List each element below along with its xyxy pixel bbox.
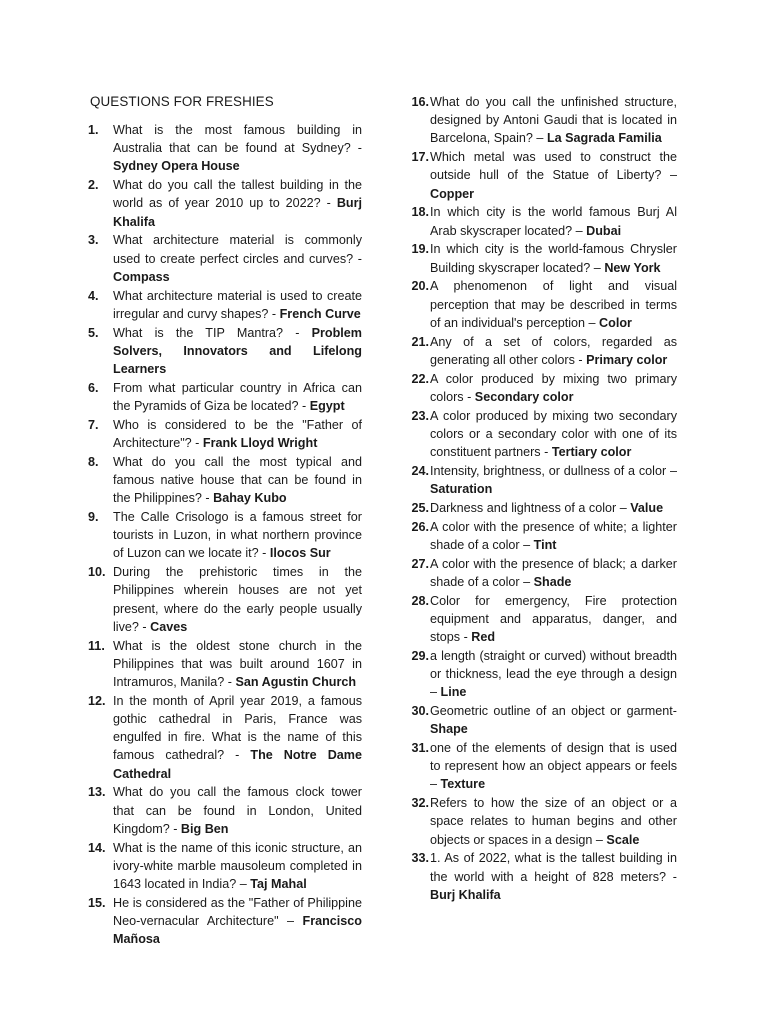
- question-body: [113, 692, 362, 783]
- question-body: [430, 370, 677, 406]
- question-item: [403, 592, 677, 647]
- question-text: one of the elements of design that is used to represent how an object appears or feels –: [430, 741, 677, 792]
- question-number: 12.: [88, 693, 106, 708]
- question-item: [86, 287, 362, 323]
- question-number: 19.: [411, 242, 429, 257]
- question-text: What do you call the most typical and famous native house that can be found in the Philippines? -: [113, 454, 362, 506]
- question-item: [86, 121, 362, 176]
- question-body: [430, 240, 677, 276]
- answer-text: Francisco Mañosa: [113, 914, 362, 947]
- question-item: [86, 637, 362, 692]
- question-body: [113, 637, 362, 692]
- question-item: [403, 407, 677, 462]
- question-item: [403, 203, 677, 239]
- answer-text: Caves: [150, 619, 188, 634]
- question-item: [86, 783, 362, 838]
- question-number: 30.: [411, 704, 429, 719]
- question-text: From what particular country in Africa can the Pyramids of Giza be located? -: [113, 380, 362, 414]
- answer-text: Line: [440, 685, 467, 700]
- answer-text: San Agustin Church: [235, 675, 357, 690]
- question-item: [86, 379, 362, 415]
- question-number: 20.: [411, 279, 429, 294]
- question-item: [403, 555, 677, 591]
- question-item: [86, 839, 362, 894]
- question-number: 22.: [411, 371, 429, 386]
- answer-text: Value: [630, 500, 664, 515]
- answer-text: La Sagrada Familia: [546, 131, 662, 146]
- question-item: [403, 333, 677, 369]
- question-list-left: [86, 121, 362, 948]
- answer-text: Shape: [430, 722, 468, 737]
- question-text: What is the TIP Mantra? -: [113, 325, 312, 340]
- answer-text: Taj Mahal: [250, 877, 307, 892]
- question-body: [430, 794, 677, 849]
- answer-text: Sydney Opera House: [113, 159, 240, 174]
- question-text: a length (straight or curved) without breadth or thickness, lead the eye through a design –: [430, 648, 677, 700]
- question-number: 13.: [88, 785, 106, 800]
- question-number: 11.: [88, 638, 105, 653]
- question-text: Refers to how the size of an object or a space relates to human begins and other objects or spaces in a design –: [430, 796, 677, 847]
- question-text: What do you call the famous clock tower that can be found in London, United Kingdom? -: [113, 785, 362, 836]
- question-body: [430, 203, 677, 239]
- question-text: A color produced by mixing two primary colors -: [430, 371, 677, 404]
- question-item: [86, 894, 362, 949]
- question-number: 3.: [88, 233, 99, 248]
- left-column: [86, 93, 362, 949]
- question-text: During the prehistoric times in the Philippines wherein houses are not yet present, where do the early people usually live? -: [113, 565, 362, 634]
- answer-text: Saturation: [430, 482, 493, 497]
- question-text: Any of a set of colors, regarded as generating all other colors -: [430, 334, 677, 367]
- question-body: [113, 894, 362, 949]
- question-item: [403, 702, 677, 738]
- question-body: [430, 277, 677, 332]
- question-body: [430, 407, 677, 462]
- question-body: [113, 783, 362, 838]
- question-item: [403, 148, 677, 203]
- question-number: 16.: [411, 95, 429, 109]
- question-text: What architecture material is used to create irregular and curvy shapes? -: [113, 288, 362, 321]
- question-item: [86, 176, 362, 231]
- question-body: [113, 416, 362, 452]
- question-number: 23.: [411, 408, 429, 423]
- answer-text: Primary color: [586, 352, 668, 367]
- question-body: [113, 231, 362, 286]
- question-body: [113, 324, 362, 379]
- page-title: QUESTIONS FOR FRESHIES: [90, 94, 274, 109]
- answer-text: Frank Lloyd Wright: [202, 436, 318, 451]
- question-text: What do you call the unfinished structure, designed by Antoni Gaudi that is located in Barcelona, Spain? –: [430, 95, 677, 146]
- question-number: 5.: [88, 325, 99, 340]
- question-number: 7.: [88, 417, 99, 432]
- question-text: A color produced by mixing two secondary colors or a secondary color with one of its constituent partners -: [430, 408, 677, 460]
- question-number: 1.: [88, 123, 99, 137]
- question-number: 8.: [88, 454, 99, 469]
- question-text: Who is considered to be the "Father of Architecture"? -: [113, 417, 362, 451]
- question-list-right: [403, 93, 677, 904]
- answer-text: Egypt: [309, 399, 345, 414]
- question-number: 21.: [411, 334, 429, 349]
- question-body: [430, 555, 677, 591]
- question-item: [86, 563, 362, 636]
- answer-text: Dubai: [586, 223, 622, 238]
- question-body: [113, 287, 362, 323]
- answer-text: Compass: [113, 269, 170, 284]
- answer-text: Problem Solvers, Innovators and Lifelong Learners: [113, 325, 362, 377]
- question-text: What is the oldest stone church in the Philippines that was built around 1607 in Intramuros, Manila? -: [113, 638, 362, 690]
- question-text: In which city is the world-famous Chrysler Building skyscraper located? –: [430, 242, 677, 275]
- answer-text: The Notre Dame Cathedral: [113, 748, 362, 781]
- question-number: 27.: [411, 556, 429, 571]
- question-number: 24.: [411, 463, 429, 478]
- question-text: A phenomenon of light and visual perception that may be described in terms of an individual's perception –: [430, 279, 677, 330]
- answer-text: Red: [471, 630, 496, 645]
- question-item: [403, 849, 677, 904]
- question-text: In which city is the world famous Burj Al Arab skyscraper located? –: [430, 205, 677, 238]
- answer-text: Burj Khalifa: [113, 196, 362, 229]
- question-number: 17.: [411, 150, 429, 165]
- question-item: [86, 231, 362, 286]
- answer-text: Bahay Kubo: [213, 491, 287, 506]
- question-number: 26.: [411, 519, 429, 534]
- question-number: 33.: [411, 851, 429, 866]
- answer-text: Big Ben: [180, 821, 229, 836]
- question-item: [403, 93, 677, 148]
- question-number: 10.: [88, 565, 106, 580]
- question-item: [403, 647, 677, 702]
- question-item: [86, 324, 362, 379]
- question-body: [430, 499, 677, 517]
- question-body: [113, 121, 362, 176]
- question-body: [113, 508, 362, 563]
- question-item: [403, 370, 677, 406]
- question-text: A color with the presence of white; a lighter shade of a color –: [430, 519, 677, 552]
- question-text: Darkness and lightness of a color –: [430, 500, 631, 515]
- question-item: [403, 462, 677, 498]
- answer-text: Tint: [533, 537, 557, 552]
- question-body: [430, 148, 677, 203]
- question-body: [113, 839, 362, 894]
- question-number: 9.: [88, 510, 99, 525]
- question-text: What do you call the tallest building in the world as of year 2010 up to 2022? -: [113, 178, 362, 211]
- question-number: 2.: [88, 178, 99, 193]
- question-text: What is the name of this iconic structure, an ivory-white marble mausoleum completed in 1643 located in India? –: [113, 840, 362, 892]
- question-body: [430, 518, 677, 554]
- question-text: Color for emergency, Fire protection equipment and apparatus, danger, and stops -: [430, 593, 677, 645]
- answer-text: French Curve: [279, 306, 361, 321]
- question-text: What is the most famous building in Australia that can be found at Sydney? -: [113, 123, 362, 156]
- question-item: [86, 508, 362, 563]
- question-item: [403, 794, 677, 849]
- question-text: Which metal was used to construct the outside hull of the Statue of Liberty? –: [430, 150, 677, 183]
- question-number: 31.: [411, 741, 429, 756]
- question-text: What architecture material is commonly used to create perfect circles and curves? -: [113, 233, 362, 266]
- answer-text: Texture: [440, 777, 486, 792]
- question-body: [430, 739, 677, 794]
- question-text: The Calle Crisologo is a famous street for tourists in Luzon, in what northern province of Luzon can we locate it? -: [113, 510, 362, 561]
- answer-text: Ilocos Sur: [269, 546, 331, 561]
- question-item: [86, 416, 362, 452]
- question-body: [430, 93, 677, 148]
- question-number: 32.: [411, 796, 429, 811]
- question-text: Geometric outline of an object or garment-: [430, 704, 677, 719]
- question-text: In the month of April year 2019, a famous gothic cathedral in Paris, France was engulfed in fire. What is the name of this famous cathedral? -: [113, 693, 362, 763]
- question-text: A color with the presence of black; a darker shade of a color –: [430, 556, 677, 589]
- question-number: 25.: [411, 500, 429, 515]
- answer-text: Burj Khalifa: [430, 887, 501, 902]
- answer-text: New York: [604, 260, 661, 275]
- question-item: [403, 240, 677, 276]
- question-text: Intensity, brightness, or dullness of a color –: [430, 463, 677, 478]
- right-column: [403, 93, 677, 905]
- question-number: 4.: [88, 288, 99, 303]
- question-number: 18.: [411, 205, 429, 220]
- question-body: [113, 453, 362, 508]
- answer-text: Scale: [606, 832, 640, 847]
- question-body: [430, 702, 677, 738]
- question-number: 15.: [88, 895, 106, 910]
- answer-text: Copper: [430, 186, 475, 201]
- question-number: 14.: [88, 840, 106, 855]
- question-body: [430, 462, 677, 498]
- answer-text: Tertiary color: [551, 445, 632, 460]
- question-text: 1. As of 2022, what is the tallest building in the world with a height of 828 meters? -: [430, 851, 677, 884]
- question-number: 29.: [411, 648, 429, 663]
- question-item: [86, 453, 362, 508]
- question-number: 6.: [88, 380, 99, 395]
- answer-text: Color: [599, 315, 632, 330]
- question-body: [430, 333, 677, 369]
- question-text: He is considered as the "Father of Philippine Neo-vernacular Architecture" –: [113, 895, 362, 929]
- answer-text: Shade: [533, 574, 572, 589]
- question-item: [86, 692, 362, 783]
- question-number: 28.: [411, 593, 429, 608]
- question-item: [403, 277, 677, 332]
- question-body: [113, 176, 362, 231]
- question-item: [403, 739, 677, 794]
- question-body: [113, 563, 362, 636]
- question-body: [113, 379, 362, 415]
- question-item: [403, 499, 677, 517]
- question-item: [403, 518, 677, 554]
- question-body: [430, 592, 677, 647]
- question-body: [430, 849, 677, 904]
- question-body: [430, 647, 677, 702]
- answer-text: Secondary color: [474, 389, 574, 404]
